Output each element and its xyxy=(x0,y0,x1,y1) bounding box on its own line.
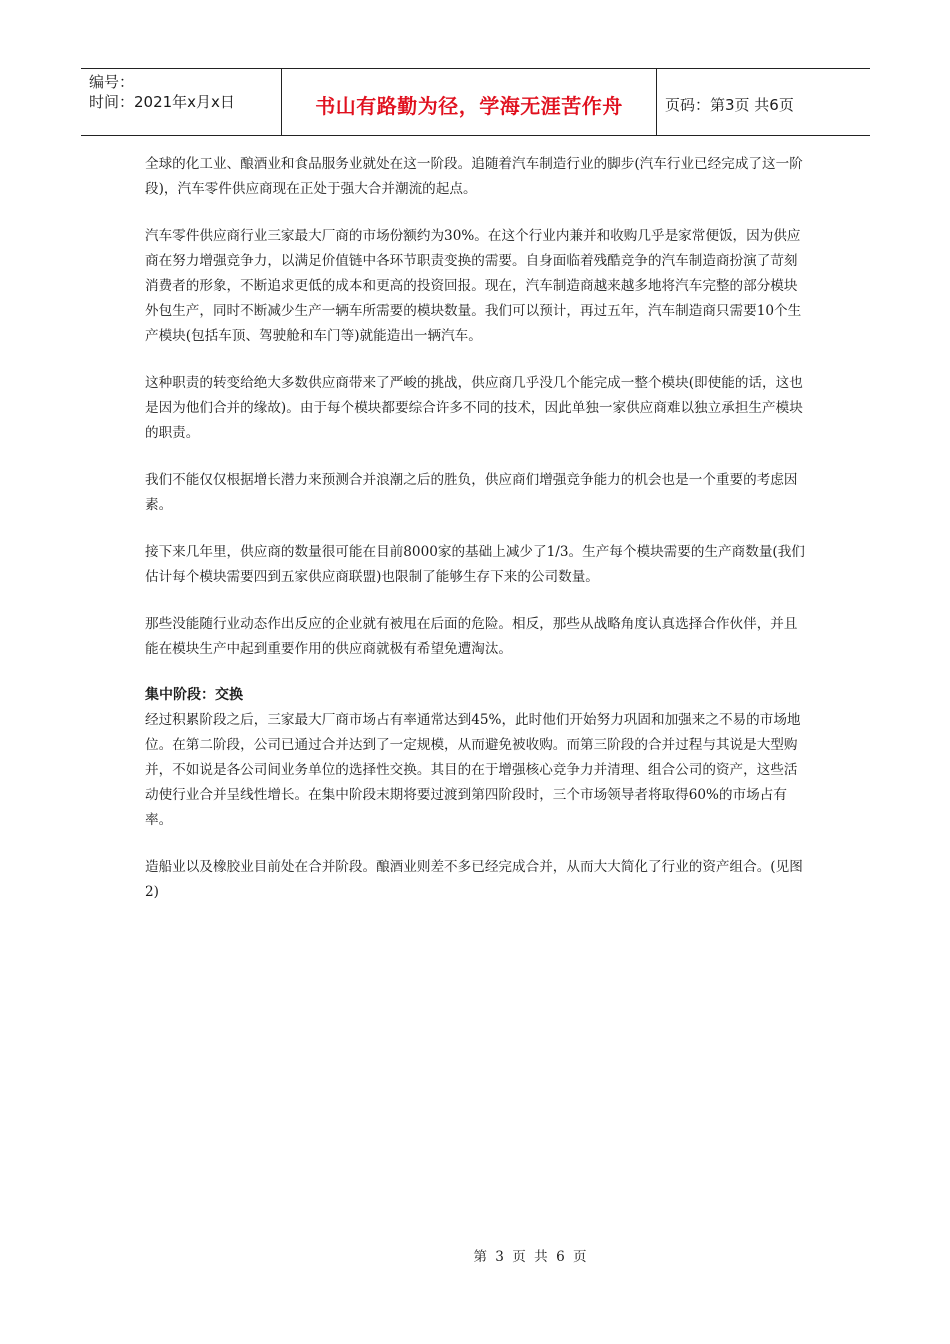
motto-text: 书山有路勤为径，学海无涯苦作舟 xyxy=(315,93,623,118)
paragraph: 全球的化工业、酿酒业和食品服务业就处在这一阶段。追随着汽车制造行业的脚步(汽车行业已经完成了这一阶段)，汽车零件供应商现在正处于强大合并潮流的起点。 xyxy=(145,156,803,197)
paragraph: 汽车零件供应商行业三家最大厂商的市场份额约为30%。在这个行业内兼并和收购几乎是家常便饭，因为供应商在努力增强竞争力，以满足价值链中各环节职责变换的需要。自身面临着残酷竞争的汽车制造商扮演了苛刻消费者的形象，不断追求更低的成本和更高的投资回报。现在，汽车制造商越来越多地将汽车完整的部分模块外包生产，同时不断减少生产一辆车所需要的模块数量。我们可以预计，再过五年，汽车制造商只需要10个生产模块(包括车顶、驾驶舱和车门等)就能造出一辆汽车。 xyxy=(145,228,802,344)
header-page-cell xyxy=(657,69,870,135)
document-body xyxy=(145,152,810,927)
page-footer xyxy=(0,1245,950,1265)
paragraph: 那些没能随行业动态作出反应的企业就有被甩在后面的危险。相反，那些从战略角度认真选择合作伙伴，并且能在模块生产中起到重要作用的供应商就极有希望免遭淘汰。 xyxy=(145,616,798,657)
paragraph: 我们不能仅仅根据增长潜力来预测合并浪潮之后的胜负，供应商们增强竞争能力的机会也是一个重要的考虑因素。 xyxy=(145,472,798,513)
paragraph: 接下来几年里，供应商的数量很可能在目前8000家的基础上减少了1/3。生产每个模块需要的生产商数量(我们估计每个模块需要四到五家供应商联盟)也限制了能够生存下来的公司数量。 xyxy=(145,544,805,585)
page-label: 页码：第3页 共6页 xyxy=(665,95,794,114)
document-header xyxy=(81,68,870,136)
time-label: 时间：2021年x月x日 xyxy=(89,93,235,111)
footer-page-number: 第 3 页 共 6 页 xyxy=(473,1249,587,1265)
number-label: 编号： xyxy=(89,73,135,91)
paragraph: 经过积累阶段之后，三家最大厂商市场占有率通常达到45%，此时他们开始努力巩固和加强来之不易的市场地位。在第二阶段，公司已通过合并达到了一定规模，从而避免被收购。而第三阶段的合并过程与其说是大型购并，不如说是各公司间业务单位的选择性交换。其目的在于增强核心竞争力并清理、组合公司的资产，这些活动使行业合并呈线性增长。在集中阶段末期将要过渡到第四阶段时，三个市场领导者将取得60%的市场占有率。 xyxy=(145,712,801,828)
section-heading: 集中阶段：交换 xyxy=(145,687,243,703)
paragraph: 这种职责的转变给绝大多数供应商带来了严峻的挑战，供应商几乎没几个能完成一整个模块(即使能的话，这也是因为他们合并的缘故)。由于每个模块都要综合许多不同的技术，因此单独一家供应商难以独立承担生产模块的职责。 xyxy=(145,375,803,441)
header-info-cell xyxy=(81,69,282,135)
header-motto-cell xyxy=(282,69,657,135)
paragraph: 造船业以及橡胶业目前处在合并阶段。酿酒业则差不多已经完成合并，从而大大简化了行业的资产组合。(见图2) xyxy=(145,859,803,900)
